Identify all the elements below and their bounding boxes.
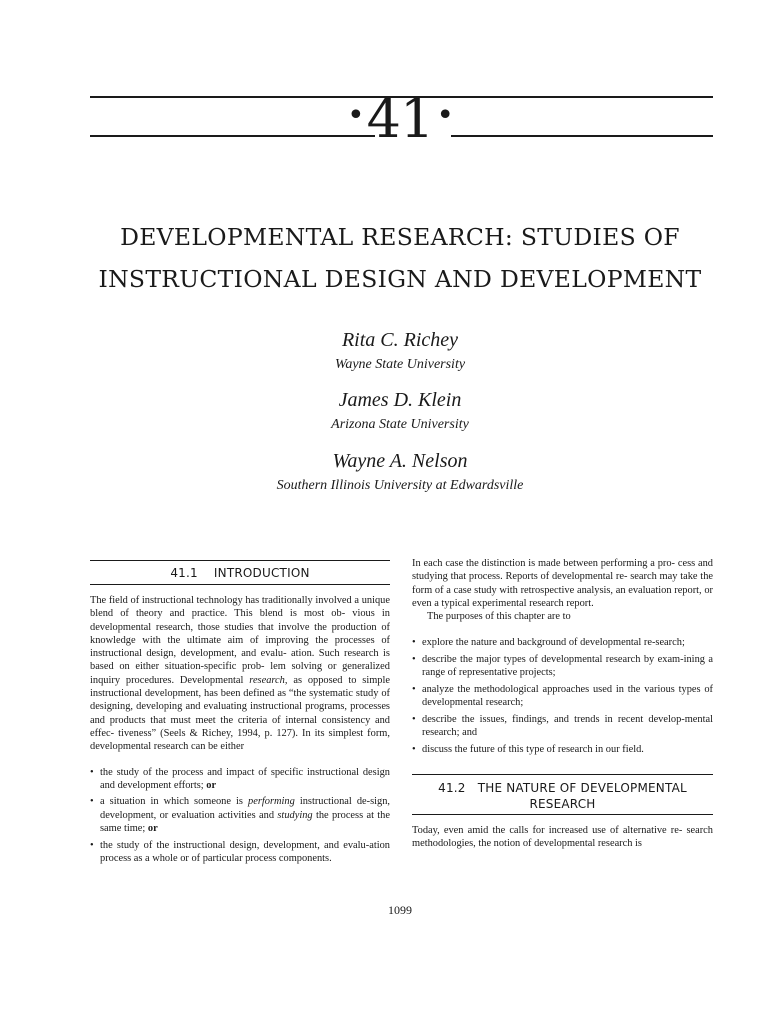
author-name: Wayne A. Nelson [332, 450, 468, 472]
text-line: The purposes of this chapter are to [427, 611, 571, 623]
list-item [90, 839, 390, 866]
list-item [90, 795, 390, 835]
list-item [412, 683, 713, 710]
bullet-icon: • [412, 654, 416, 666]
purposes-intro [412, 610, 713, 623]
section-title-line2: RESEARCH [529, 797, 596, 812]
bullet-icon: • [90, 839, 94, 851]
chapter-number [0, 84, 768, 151]
bold-conjunction: or [206, 779, 217, 791]
bullet-icon: • [90, 766, 94, 778]
text-line: lem solving or generalized inquiry procedures. Developmental [90, 661, 390, 686]
bold-conjunction: or [147, 823, 158, 835]
chapter-dot-left: • [346, 98, 364, 133]
text-line: search may take the form of a case study with retrospective [412, 571, 713, 596]
distinction-paragraph [412, 557, 713, 610]
text-line: Today, even amid the calls for increased use of alternative re- [412, 825, 683, 837]
section-title-line1: THE NATURE OF DEVELOPMENTAL [477, 781, 687, 796]
section-title: INTRODUCTION [213, 566, 310, 580]
section-heading-introduction [90, 561, 390, 584]
text-line: that must meet the criteria of internal consistency and effec- [90, 714, 390, 739]
text-line: tiveness” (Seels & Richey, 1994, p. 127). In its simplest form, [118, 727, 390, 739]
text-line: been defined as “the systematic study of designing, developing [90, 688, 390, 713]
section-number: 41.2 [438, 781, 466, 796]
list-item-text: describe the major types of developmental research by exam-ining a range of representative projects; [422, 654, 713, 679]
author-name: Rita C. Richey [341, 329, 459, 351]
text-line: search methodologies, the notion of developmental research is [412, 825, 713, 850]
list-item-text: a situation in which someone is [100, 796, 249, 808]
author-affiliation: Wayne State University [334, 357, 466, 372]
text-line: The field of instructional technology has traditionally involved [90, 595, 352, 606]
list-item-text: explore the nature and background of developmental re-search; [422, 637, 685, 649]
italic-term: studying [277, 809, 313, 821]
text-line: In each case the distinction is made between performing a pro- [412, 558, 676, 569]
italic-term: research, [249, 674, 288, 686]
left-column [90, 560, 390, 869]
section-number: 41.1 [170, 566, 198, 580]
introduction-paragraph [90, 594, 390, 754]
text-line: and evaluating instructional programs, processes and products [90, 701, 390, 726]
list-item-text: the study of the instructional design, development, and evalu-ation process as a whole or of particular process components. [100, 839, 390, 864]
research-types-list [90, 766, 390, 866]
chapter-title-line2: INSTRUCTIONAL DESIGN AND DEVELOPMENT [98, 265, 702, 293]
author-affiliation: Arizona State University [331, 417, 469, 432]
author-name: James D. Klein [338, 389, 462, 411]
list-item [412, 713, 713, 740]
text-line: ation. Such research is based on either situation-specific prob- [90, 648, 390, 673]
text-line: research report. [529, 597, 594, 609]
section-heading-nature [412, 775, 713, 814]
text-line: the processes of instructional design, development, and evalu- [90, 634, 390, 660]
chapter-dot-right: • [436, 98, 454, 133]
bullet-icon: • [412, 743, 416, 755]
chapter-title-line1: DEVELOPMENTAL RESEARCH: STUDIES OF [120, 223, 680, 251]
section-rule-bottom [412, 814, 713, 815]
chapter-number-text: 41 [366, 87, 434, 150]
text-line: analysis, an evaluation report, or even a typical experimental [412, 584, 713, 609]
list-item-text: the process at the same time; [100, 809, 390, 835]
list-item [412, 653, 713, 680]
text-line: vious in developmental research, those studies that involve the [90, 608, 390, 633]
text-line: a unique blend of theory and practice. This blend is most ob- [90, 595, 390, 620]
bullet-icon: • [90, 796, 94, 808]
list-item-text: discuss the future of this type of research in our field. [422, 743, 644, 755]
text-line: production of knowledge with the ultimate aim of improving [90, 621, 390, 646]
bullet-icon: • [412, 637, 416, 649]
nature-paragraph [412, 824, 713, 851]
section-rule-bottom [90, 584, 390, 585]
text-line: developmental research can be either [90, 741, 245, 753]
list-item [90, 766, 390, 793]
purposes-list [412, 636, 713, 756]
author-affiliation: Southern Illinois University at Edwardsville [276, 478, 524, 493]
list-item [412, 636, 713, 649]
list-item-text: instructional de-sign, development, or evaluation activities and [100, 796, 391, 821]
right-column [412, 557, 713, 851]
list-item-text: the study of the process and impact of specific instructional design and development efforts; [100, 766, 390, 791]
bullet-icon: • [412, 713, 416, 725]
text-line: as opposed to simple instructional development, has [90, 674, 390, 700]
text-line: cess and studying that process. Reports of developmental re- [412, 558, 713, 583]
italic-term: performing [248, 796, 295, 808]
list-item-text: describe the issues, findings, and trends in recent develop-mental research; and [422, 713, 713, 739]
bullet-icon: • [412, 683, 416, 695]
list-item [412, 743, 713, 756]
page-number: 1099 [388, 903, 412, 917]
list-item-text: analyze the methodological approaches used in the various types of developmental research; [422, 683, 713, 709]
